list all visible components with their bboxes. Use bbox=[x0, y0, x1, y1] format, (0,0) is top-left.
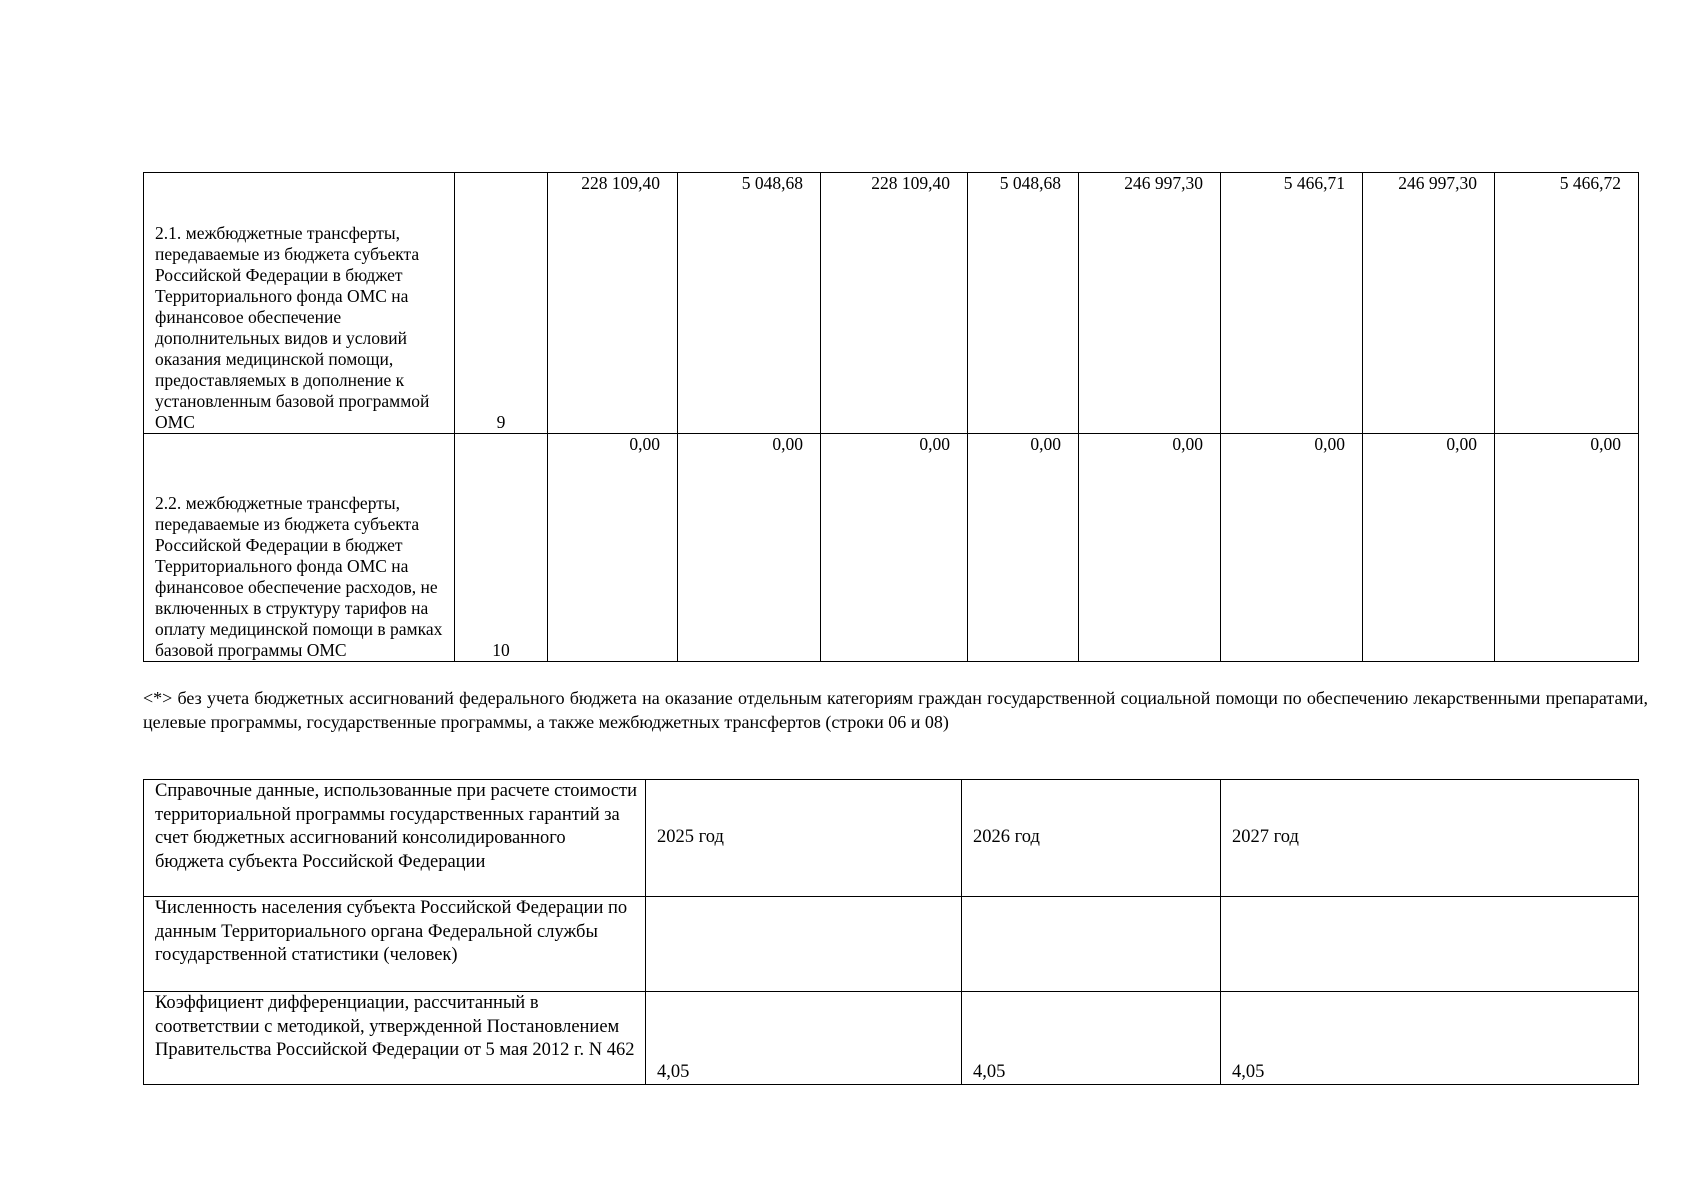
value-cell: 0,00 bbox=[1221, 434, 1363, 662]
value-cell: 246 997,30 bbox=[1079, 173, 1221, 434]
value-cell: 5 466,72 bbox=[1495, 173, 1639, 434]
value-cell: 0,00 bbox=[968, 434, 1079, 662]
value-cell: 5 466,71 bbox=[1221, 173, 1363, 434]
value-cell: 5 048,68 bbox=[968, 173, 1079, 434]
value-cell: 0,00 bbox=[1363, 434, 1495, 662]
value-cell: 0,00 bbox=[1495, 434, 1639, 662]
table-row bbox=[144, 173, 1639, 434]
value-cell: 0,00 bbox=[821, 434, 968, 662]
value-cell: 0,00 bbox=[678, 434, 821, 662]
value-cell: 246 997,30 bbox=[1363, 173, 1495, 434]
footnote: <*> без учета бюджетных ассигнований федерального бюджета на оказание отдельным категориям граждан государственной социальной помощи по обеспечению лекарственными препаратами, целевые программы, государственные программы, а также межбюджетных трансфертов (строки 06 и 08) bbox=[143, 688, 1648, 732]
year-header: 2027 год bbox=[1221, 780, 1639, 897]
row-label: Численность населения субъекта Российской Федерации по данным Территориального органа Федеральной службы государственной статистики (человек) bbox=[144, 897, 646, 992]
year-header: 2025 год bbox=[646, 780, 962, 897]
table-header-row bbox=[144, 780, 1639, 897]
value-cell: 4,05 bbox=[1221, 992, 1639, 1085]
value-cell bbox=[1221, 897, 1639, 992]
value-cell: 5 048,68 bbox=[678, 173, 821, 434]
table-row bbox=[144, 434, 1639, 662]
budget-transfers-table bbox=[143, 172, 1639, 662]
row-description: 2.2. межбюджетные трансферты, передаваемые из бюджета субъекта Российской Федерации в бюджет Территориального фонда ОМС на финансовое обеспечение расходов, не включенных в структуру тарифов на оплату медицинской помощи в рамках базовой программы ОМС bbox=[144, 434, 455, 662]
row-label: Коэффициент дифференциации, рассчитанный в соответствии с методикой, утвержденной Постановлением Правительства Российской Федерации от 5 мая 2012 г. N 462 bbox=[144, 992, 646, 1085]
value-cell bbox=[962, 897, 1221, 992]
value-cell: 4,05 bbox=[646, 992, 962, 1085]
value-cell: 228 109,40 bbox=[548, 173, 678, 434]
row-code: 9 bbox=[455, 173, 548, 434]
value-cell: 228 109,40 bbox=[821, 173, 968, 434]
value-cell: 4,05 bbox=[962, 992, 1221, 1085]
row-description: 2.1. межбюджетные трансферты, передаваемые из бюджета субъекта Российской Федерации в бюджет Территориального фонда ОМС на финансовое обеспечение дополнительных видов и условий оказания медицинской помощи, предоставляемых в дополнение к установленным базовой программой ОМС bbox=[144, 173, 455, 434]
row-code: 10 bbox=[455, 434, 548, 662]
table-row bbox=[144, 897, 1639, 992]
value-cell: 0,00 bbox=[548, 434, 678, 662]
value-cell bbox=[646, 897, 962, 992]
reference-data-table bbox=[143, 779, 1639, 1085]
header-label: Справочные данные, использованные при расчете стоимости территориальной программы государственных гарантий за счет бюджетных ассигнований консолидированного бюджета субъекта Российской Федерации bbox=[144, 780, 646, 897]
year-header: 2026 год bbox=[962, 780, 1221, 897]
value-cell: 0,00 bbox=[1079, 434, 1221, 662]
table-row bbox=[144, 992, 1639, 1085]
